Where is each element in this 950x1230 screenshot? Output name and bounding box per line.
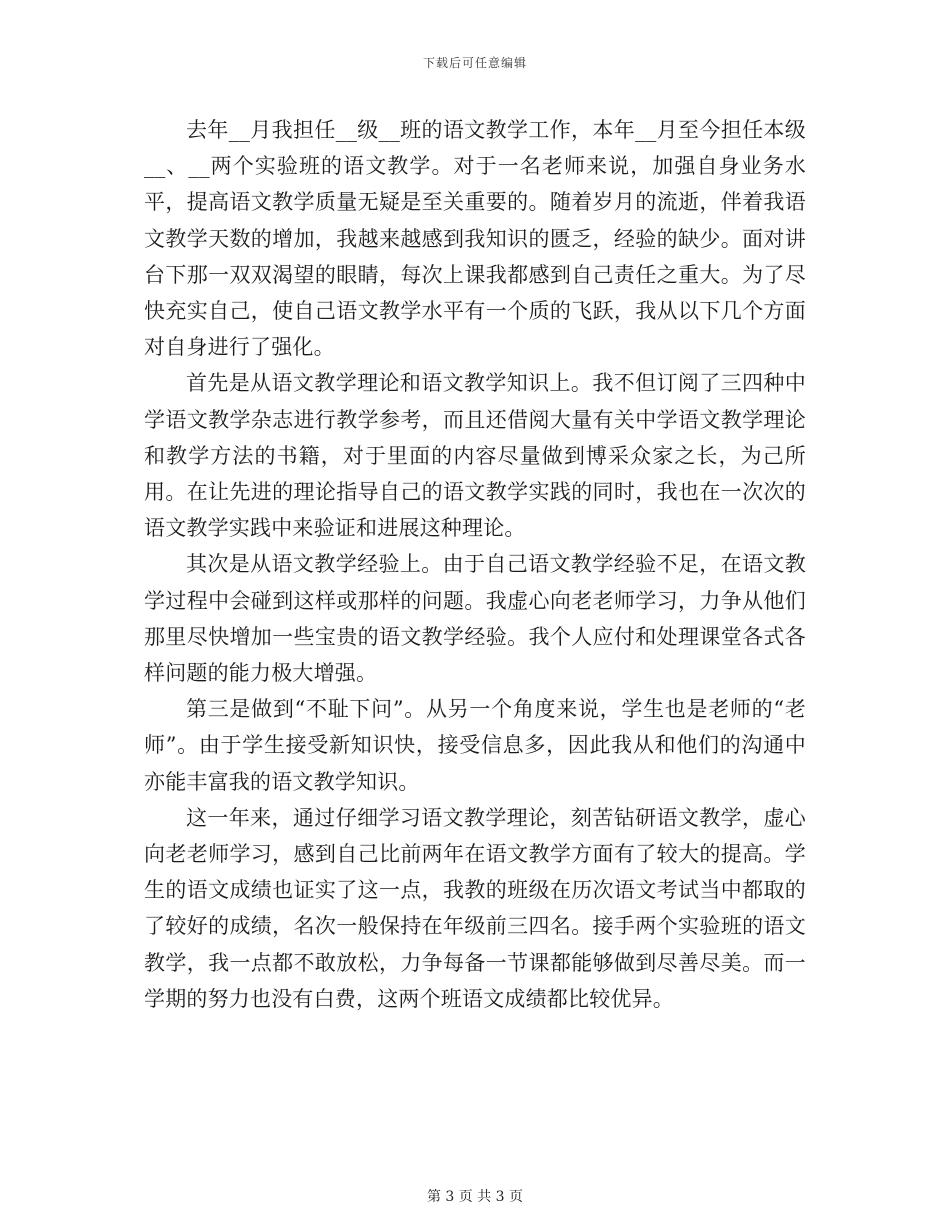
paragraph-4: 第三是做到“不耻下问”。从另一个角度来说，学生也是老师的“老师”。由于学生接受新知识快，接受信息多，因此我从和他们的沟通中亦能丰富我的语文教学知识。 <box>144 697 806 794</box>
page-header: 下载后可任意编辑 <box>422 56 527 70</box>
document-body <box>144 112 806 1017</box>
paragraph-1: 去年__月我担任__级__班的语文教学工作，本年__月至今担任本级__、__两个实验班的语文教学。对于一名老师来说，加强自身业务水平，提高语文教学质量无疑是至关重要的。随着岁月的流逝，伴着我语文教学天数的增加，我越来越感到我知识的匮乏，经验的缺少。面对讲台下那一双双渴望的眼睛，每次上课我都感到自己责任之重大。为了尽快充实自己，使自己语文教学水平有一个质的飞跃，我从以下几个方面对自身进行了强化。 <box>144 118 806 360</box>
page-footer: 第 3 页 共 3 页 <box>426 1189 524 1205</box>
paragraph-2: 首先是从语文教学理论和语文教学知识上。我不但订阅了三四种中学语文教学杂志进行教学参考，而且还借阅大量有关中学语文教学理论和教学方法的书籍，对于里面的内容尽量做到博采众家之长，为己所用。在让先进的理论指导自己的语文教学实践的同时，我也在一次次的语文教学实践中来验证和进展这种理论。 <box>144 371 806 541</box>
paragraph-3: 其次是从语文教学经验上。由于自己语文教学经验不足，在语文教学过程中会碰到这样或那样的问题。我虚心向老老师学习，力争从他们那里尽快增加一些宝贵的语文教学经验。我个人应付和处理课堂各式各样问题的能力极大增强。 <box>144 552 806 686</box>
paragraph-5: 这一年来，通过仔细学习语文教学理论，刻苦钻研语文教学，虚心向老老师学习，感到自己比前两年在语文教学方面有了较大的提高。学生的语文成绩也证实了这一点，我教的班级在历次语文考试当中都取的了较好的成绩，名次一般保持在年级前三四名。接手两个实验班的语文教学，我一点都不敢放松，力争每备一节课都能够做到尽善尽美。而一学期的努力也没有白费，这两个班语文成绩都比较优异。 <box>144 805 806 1011</box>
